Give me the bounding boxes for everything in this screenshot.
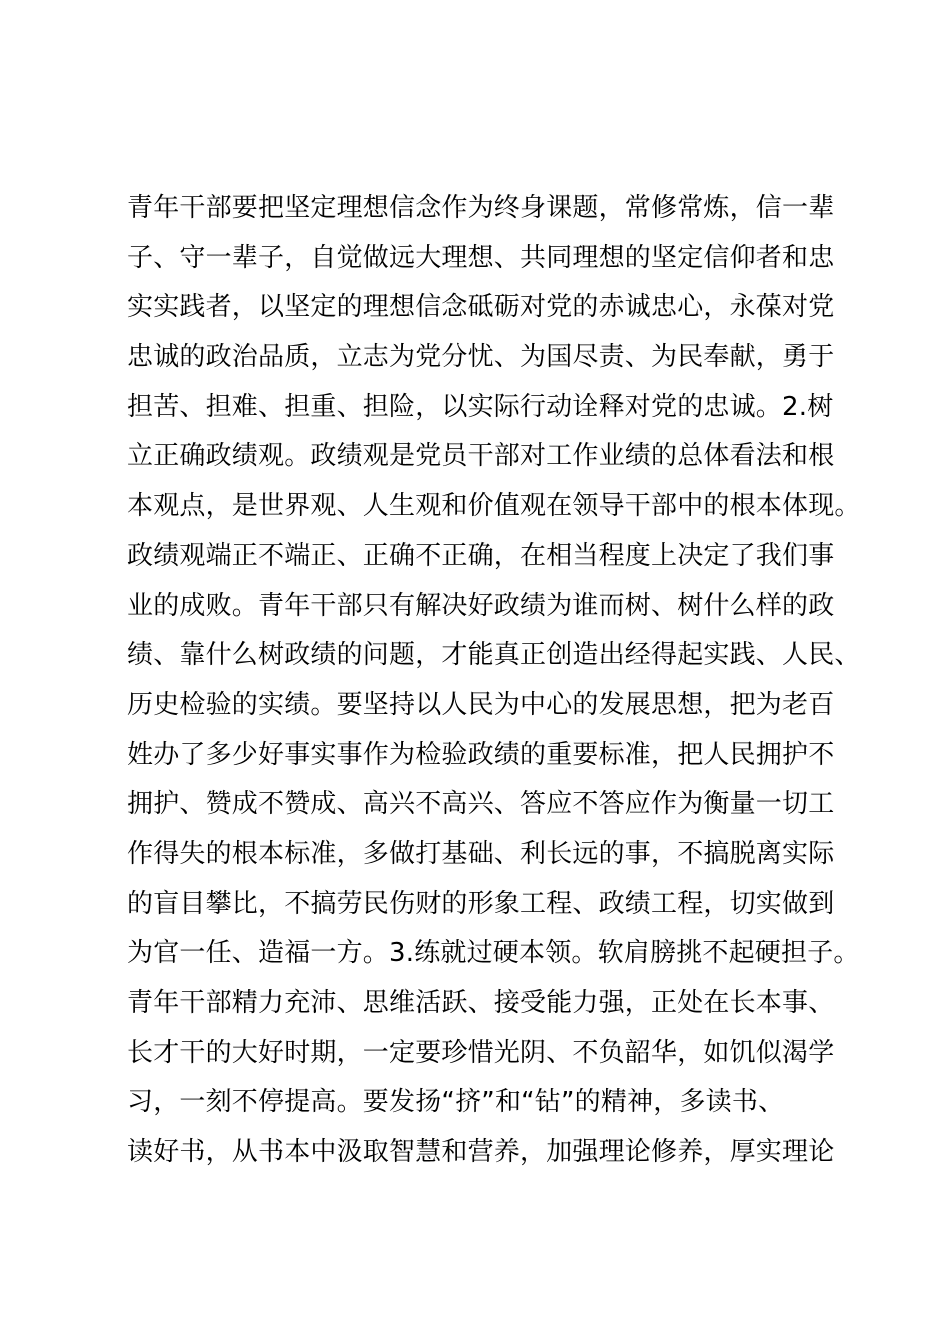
text-line: 读好书，从书本中汲取智慧和营养，加强理论修养，厚实理论 [127, 1137, 835, 1168]
text-line: 姓办了多少好事实事作为检验政绩的重要标准，把人民拥护不 [127, 739, 835, 770]
text-line: 习，一刻不停提高。要发扬“挤”和“钻”的精神，多读书、 [127, 1087, 785, 1118]
body-paragraph [127, 184, 867, 1178]
text-line: 青年干部要把坚定理想信念作为终身课题，常修常炼，信一辈 [127, 193, 835, 223]
text-line: 担苦、担难、担重、担险，以实际行动诠释对党的忠诚。2.树 [127, 391, 834, 422]
text-line: 政绩观端正不端正、正确不正确，在相当程度上决定了我们事 [127, 540, 835, 571]
text-line: 子、守一辈子，自觉做远大理想、共同理想的坚定信仰者和忠 [127, 242, 835, 273]
text-line: 立正确政绩观。政绩观是党员干部对工作业绩的总体看法和根 [127, 441, 835, 472]
text-line: 绩、靠什么树政绩的问题，才能真正创造出经得起实践、人民、 [127, 640, 861, 671]
text-line: 长才干的大好时期，一定要珍惜光阴、不负韶华，如饥似渴学 [127, 1037, 835, 1068]
text-line: 历史检验的实绩。要坚持以人民为中心的发展思想，把为老百 [127, 689, 835, 720]
text-line: 拥护、赞成不赞成、高兴不高兴、答应不答应作为衡量一切工 [127, 789, 835, 820]
text-line: 青年干部精力充沛、思维活跃、接受能力强，正处在长本事、 [127, 988, 835, 1018]
text-line: 业的成败。青年干部只有解决好政绩为谁而树、树什么样的政 [127, 590, 835, 621]
text-line: 本观点，是世界观、人生观和价值观在领导干部中的根本体现。 [127, 491, 861, 522]
text-line: 忠诚的政治品质，立志为党分忧、为国尽责、为民奉献，勇于 [127, 342, 835, 373]
text-line: 的盲目攀比，不搞劳民伤财的形象工程、政绩工程，切实做到 [127, 888, 835, 919]
text-line: 为官一任、造福一方。3.练就过硬本领。软肩膀挑不起硬担子。 [127, 938, 860, 969]
text-line: 作得失的根本标准，多做打基础、利长远的事，不搞脱离实际 [127, 838, 835, 869]
text-line: 实实践者，以坚定的理想信念砥砺对党的赤诚忠心，永葆对党 [127, 292, 835, 323]
